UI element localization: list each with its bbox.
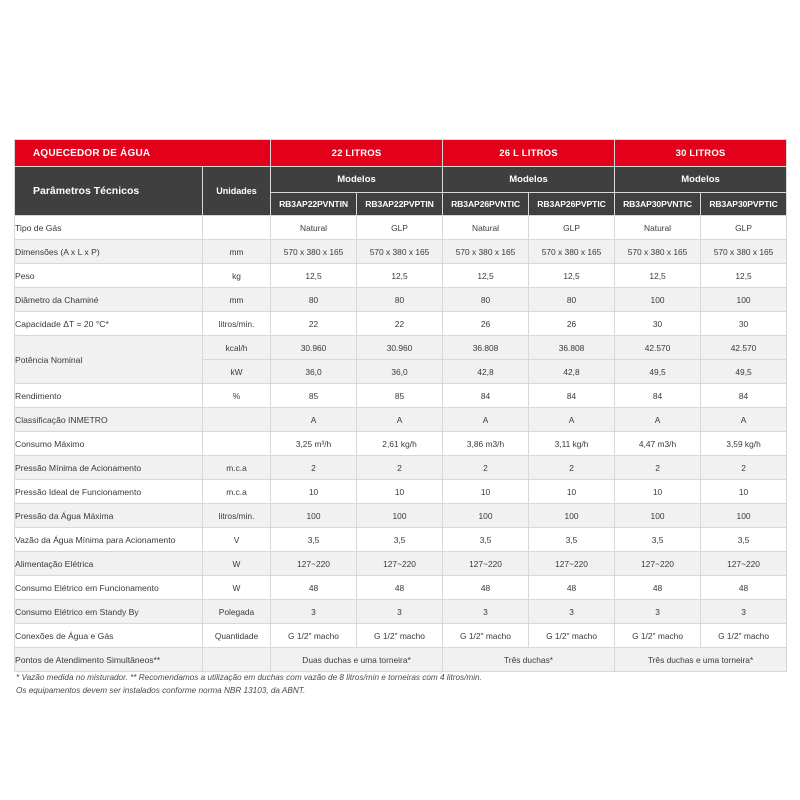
row-value: 36.808 xyxy=(529,336,615,360)
row-unit xyxy=(203,216,271,240)
row-param-label: Tipo de Gás xyxy=(15,216,203,240)
row-value: Natural xyxy=(443,216,529,240)
row-value: A xyxy=(615,408,701,432)
row-unit: kcal/h xyxy=(203,336,271,360)
row-value: 48 xyxy=(615,576,701,600)
row-unit: W xyxy=(203,552,271,576)
row-value: A xyxy=(529,408,615,432)
row-value: 85 xyxy=(271,384,357,408)
row-value: 127~220 xyxy=(615,552,701,576)
row-value: 3,86 m3/h xyxy=(443,432,529,456)
row-value: 3 xyxy=(271,600,357,624)
row-value: 3,5 xyxy=(529,528,615,552)
row-value: 48 xyxy=(701,576,787,600)
table-row xyxy=(15,264,787,288)
table-row xyxy=(15,576,787,600)
row-value: 3,25 m³/h xyxy=(271,432,357,456)
row-unit xyxy=(203,408,271,432)
row-value: 3,5 xyxy=(615,528,701,552)
row-value: 3,5 xyxy=(701,528,787,552)
row-value: 2 xyxy=(615,456,701,480)
row-value: 36,0 xyxy=(271,360,357,384)
row-value: 100 xyxy=(701,288,787,312)
row-value: 26 xyxy=(529,312,615,336)
row-unit xyxy=(203,648,271,672)
row-value: 3,5 xyxy=(443,528,529,552)
model-code-cell: RB3AP30PVPTIC xyxy=(701,193,787,216)
specifications-table xyxy=(14,139,787,672)
row-value: 2 xyxy=(357,456,443,480)
table-row xyxy=(15,456,787,480)
row-value: 570 x 380 x 165 xyxy=(615,240,701,264)
row-value: GLP xyxy=(701,216,787,240)
row-value: 48 xyxy=(357,576,443,600)
table-row xyxy=(15,504,787,528)
model-code-cell: RB3AP26PVPTIC xyxy=(529,193,615,216)
row-param-label: Pressão Ideal de Funcionamento xyxy=(15,480,203,504)
table-row xyxy=(15,528,787,552)
row-unit: Quantidade xyxy=(203,624,271,648)
row-unit: m.c.a xyxy=(203,456,271,480)
row-value: 3,11 kg/h xyxy=(529,432,615,456)
row-value: 570 x 380 x 165 xyxy=(701,240,787,264)
row-value: 10 xyxy=(271,480,357,504)
table-row xyxy=(15,552,787,576)
row-value: 100 xyxy=(443,504,529,528)
row-unit: V xyxy=(203,528,271,552)
row-value: 100 xyxy=(615,288,701,312)
row-value: 100 xyxy=(529,504,615,528)
table-row xyxy=(15,312,787,336)
row-value: GLP xyxy=(357,216,443,240)
row-unit: m.c.a xyxy=(203,480,271,504)
row-value: 127~220 xyxy=(357,552,443,576)
row-value: 4,47 m3/h xyxy=(615,432,701,456)
row-value: 100 xyxy=(271,504,357,528)
models-header-26: Modelos xyxy=(443,167,615,193)
row-value: 80 xyxy=(271,288,357,312)
row-unit: kW xyxy=(203,360,271,384)
row-value: 12,5 xyxy=(271,264,357,288)
row-value: 84 xyxy=(615,384,701,408)
row-param-label: Consumo Elétrico em Funcionamento xyxy=(15,576,203,600)
row-value: 12,5 xyxy=(615,264,701,288)
row-value: 3 xyxy=(443,600,529,624)
row-param-label: Potência Nominal xyxy=(15,336,203,384)
row-param-label: Vazão da Água Mínima para Acionamento xyxy=(15,528,203,552)
brand-title-cell: AQUECEDOR DE ÁGUA xyxy=(15,140,271,167)
row-value: A xyxy=(701,408,787,432)
row-param-label: Rendimento xyxy=(15,384,203,408)
row-value: 42,8 xyxy=(443,360,529,384)
row-value: G 1/2" macho xyxy=(701,624,787,648)
row-value: 127~220 xyxy=(529,552,615,576)
table-row xyxy=(15,432,787,456)
table-row xyxy=(15,288,787,312)
row-value: 48 xyxy=(529,576,615,600)
row-param-label: Capacidade ΔT = 20 °C* xyxy=(15,312,203,336)
row-value: 12,5 xyxy=(357,264,443,288)
table-row xyxy=(15,384,787,408)
row-unit: kg xyxy=(203,264,271,288)
model-code-cell: RB3AP26PVNTIC xyxy=(443,193,529,216)
row-value: 80 xyxy=(529,288,615,312)
row-value: 10 xyxy=(443,480,529,504)
table-row xyxy=(15,240,787,264)
row-value: G 1/2" macho xyxy=(357,624,443,648)
row-value: Três duchas e uma torneira* xyxy=(615,648,787,672)
row-value: 49,5 xyxy=(701,360,787,384)
models-header-30: Modelos xyxy=(615,167,787,193)
row-value: 30.960 xyxy=(357,336,443,360)
parameters-header-cell: Parâmetros Técnicos xyxy=(15,167,203,216)
row-param-label: Peso xyxy=(15,264,203,288)
row-value: 80 xyxy=(357,288,443,312)
row-value: G 1/2" macho xyxy=(529,624,615,648)
row-value: A xyxy=(443,408,529,432)
row-value: 570 x 380 x 165 xyxy=(529,240,615,264)
model-code-cell: RB3AP22PVNTIN xyxy=(271,193,357,216)
row-param-label: Alimentação Elétrica xyxy=(15,552,203,576)
row-value: GLP xyxy=(529,216,615,240)
table-row xyxy=(15,624,787,648)
row-value: 10 xyxy=(701,480,787,504)
capacity-header-30: 30 LITROS xyxy=(615,140,787,167)
row-value: G 1/2" macho xyxy=(271,624,357,648)
model-code-cell: RB3AP22PVPTIN xyxy=(357,193,443,216)
row-unit: litros/min. xyxy=(203,504,271,528)
row-value: 36.808 xyxy=(443,336,529,360)
row-param-label: Pressão da Água Máxima xyxy=(15,504,203,528)
row-value: 3,5 xyxy=(357,528,443,552)
units-header-cell: Unidades xyxy=(203,167,271,216)
row-value: 2,61 kg/h xyxy=(357,432,443,456)
row-value: 12,5 xyxy=(443,264,529,288)
row-value: 100 xyxy=(615,504,701,528)
row-value: 3 xyxy=(529,600,615,624)
row-param-label: Pressão Mínima de Acionamento xyxy=(15,456,203,480)
row-unit: % xyxy=(203,384,271,408)
table-header-red-row xyxy=(15,140,787,167)
row-value: 84 xyxy=(529,384,615,408)
table-row xyxy=(15,480,787,504)
row-value: 84 xyxy=(443,384,529,408)
row-value: 49,5 xyxy=(615,360,701,384)
row-value: 570 x 380 x 165 xyxy=(443,240,529,264)
row-unit xyxy=(203,432,271,456)
table-header-dark-row xyxy=(15,167,787,193)
row-value: 127~220 xyxy=(271,552,357,576)
row-value: 3 xyxy=(357,600,443,624)
row-value: 2 xyxy=(529,456,615,480)
row-value: 2 xyxy=(443,456,529,480)
row-value: 3 xyxy=(701,600,787,624)
row-value: 36,0 xyxy=(357,360,443,384)
table-row xyxy=(15,336,787,360)
row-value: Natural xyxy=(271,216,357,240)
row-value: G 1/2" macho xyxy=(443,624,529,648)
row-value: 30 xyxy=(701,312,787,336)
row-value: 570 x 380 x 165 xyxy=(271,240,357,264)
row-value: 10 xyxy=(529,480,615,504)
row-value: 26 xyxy=(443,312,529,336)
row-unit: W xyxy=(203,576,271,600)
row-value: 84 xyxy=(701,384,787,408)
row-value: A xyxy=(357,408,443,432)
specifications-table-container xyxy=(14,139,786,672)
row-value: Duas duchas e uma torneira* xyxy=(271,648,443,672)
row-value: 10 xyxy=(357,480,443,504)
row-value: 85 xyxy=(357,384,443,408)
table-row xyxy=(15,216,787,240)
row-unit: Polegada xyxy=(203,600,271,624)
row-value: 2 xyxy=(271,456,357,480)
row-unit: litros/min. xyxy=(203,312,271,336)
row-value: 42.570 xyxy=(701,336,787,360)
footnotes xyxy=(16,672,776,697)
row-value: 22 xyxy=(357,312,443,336)
row-value: 12,5 xyxy=(701,264,787,288)
row-unit: mm xyxy=(203,288,271,312)
row-unit: mm xyxy=(203,240,271,264)
row-value: 48 xyxy=(443,576,529,600)
row-value: 12,5 xyxy=(529,264,615,288)
row-param-label: Consumo Elétrico em Standy By xyxy=(15,600,203,624)
row-value: 3,59 kg/h xyxy=(701,432,787,456)
row-param-label: Dimensões (A x L x P) xyxy=(15,240,203,264)
row-param-label: Classificação INMETRO xyxy=(15,408,203,432)
row-value: 80 xyxy=(443,288,529,312)
row-value: 42.570 xyxy=(615,336,701,360)
models-header-22: Modelos xyxy=(271,167,443,193)
row-value: Natural xyxy=(615,216,701,240)
row-value: 100 xyxy=(357,504,443,528)
row-value: Três duchas* xyxy=(443,648,615,672)
table-row xyxy=(15,600,787,624)
row-value: 127~220 xyxy=(443,552,529,576)
row-param-label: Diâmetro da Chaminé xyxy=(15,288,203,312)
row-value: 42,8 xyxy=(529,360,615,384)
row-param-label: Conexões de Água e Gás xyxy=(15,624,203,648)
row-value: 30 xyxy=(615,312,701,336)
capacity-header-22: 22 LITROS xyxy=(271,140,443,167)
footnote-line-2: Os equipamentos devem ser instalados conforme norma NBR 13103, da ABNT. xyxy=(16,685,306,695)
row-value: A xyxy=(271,408,357,432)
capacity-header-26: 26 L LITROS xyxy=(443,140,615,167)
footnote-line-1: * Vazão medida no misturador. ** Recomendamos a utilização em duchas com vazão de 8 litros/min e torneiras com 4 litros/min. xyxy=(16,673,482,682)
table-row-simultaneous-points xyxy=(15,648,787,672)
row-value: 127~220 xyxy=(701,552,787,576)
row-value: 100 xyxy=(701,504,787,528)
row-value: 570 x 380 x 165 xyxy=(357,240,443,264)
row-param-label: Consumo Máximo xyxy=(15,432,203,456)
row-value: G 1/2" macho xyxy=(615,624,701,648)
row-value: 2 xyxy=(701,456,787,480)
row-param-label: Pontos de Atendimento Simultâneos** xyxy=(15,648,203,672)
row-value: 3 xyxy=(615,600,701,624)
table-row xyxy=(15,408,787,432)
row-value: 48 xyxy=(271,576,357,600)
model-code-cell: RB3AP30PVNTIC xyxy=(615,193,701,216)
row-value: 3,5 xyxy=(271,528,357,552)
row-value: 22 xyxy=(271,312,357,336)
row-value: 30.960 xyxy=(271,336,357,360)
row-value: 10 xyxy=(615,480,701,504)
